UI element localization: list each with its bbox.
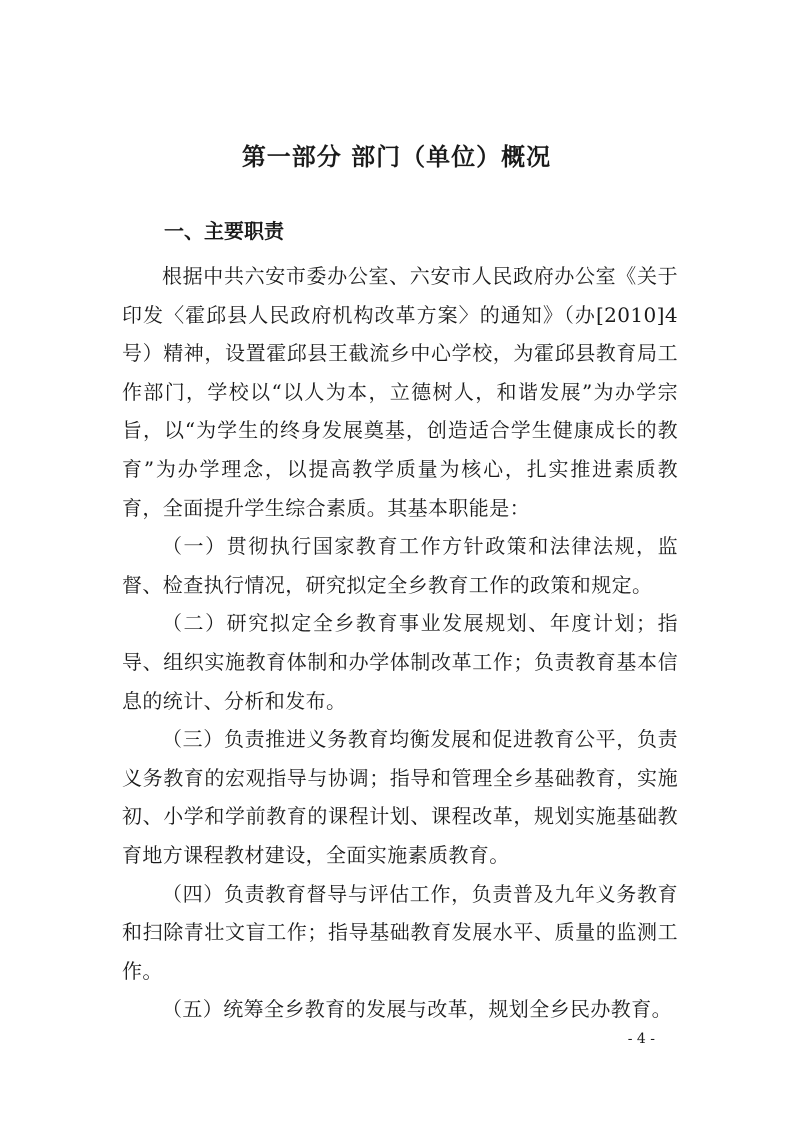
page-title: 第一部分 部门（单位）概况 — [241, 143, 552, 171]
paragraph-item-2: （二）研究拟定全乡教育事业发展规划、年度计划；指导、组织实施教育体制和办学体制改革工作；负责教育基本信息的统计、分析和发布。 — [122, 611, 678, 713]
page-number: - 4 - — [627, 1031, 655, 1047]
paragraph-intro: 根据中共六安市委办公室、六安市人民政府办公室《关于印发〈霍邱县人民政府机构改革方案〉的通知》（办[2010]4号）精神，设置霍邱县王截流乡中心学校，为霍邱县教育局工作部门，学校以“以人为本，立德树人，和谐发展”为办学宗旨，以“为学生的终身发展奠基，创造适合学生健康成长的教育”为办学理念，以提高教学质量为核心，扎实推进素质教育，全面提升学生综合素质。其基本职能是： — [122, 264, 678, 520]
paragraph-item-1: （一）贯彻执行国家教育工作方针政策和法律法规，监督、检查执行情况，研究拟定全乡教育工作的政策和规定。 — [122, 534, 678, 597]
paragraph-item-5: （五）统筹全乡教育的发展与改革，规划全乡民办教育。 — [162, 997, 672, 1022]
body-text — [122, 257, 678, 1029]
paragraph-item-3: （三）负责推进义务教育均衡发展和促进教育公平，负责义务教育的宏观指导与协调；指导和管理全乡基础教育，实施初、小学和学前教育的课程计划、课程改革，规划实施基础教育地方课程教材建设，全面实施素质教育。 — [122, 727, 678, 867]
section-heading: 一、主要职责 — [164, 219, 284, 243]
paragraph-item-4: （四）负责教育督导与评估工作，负责普及九年义务教育和扫除青壮文盲工作；指导基础教育发展水平、质量的监测工作。 — [122, 881, 678, 983]
